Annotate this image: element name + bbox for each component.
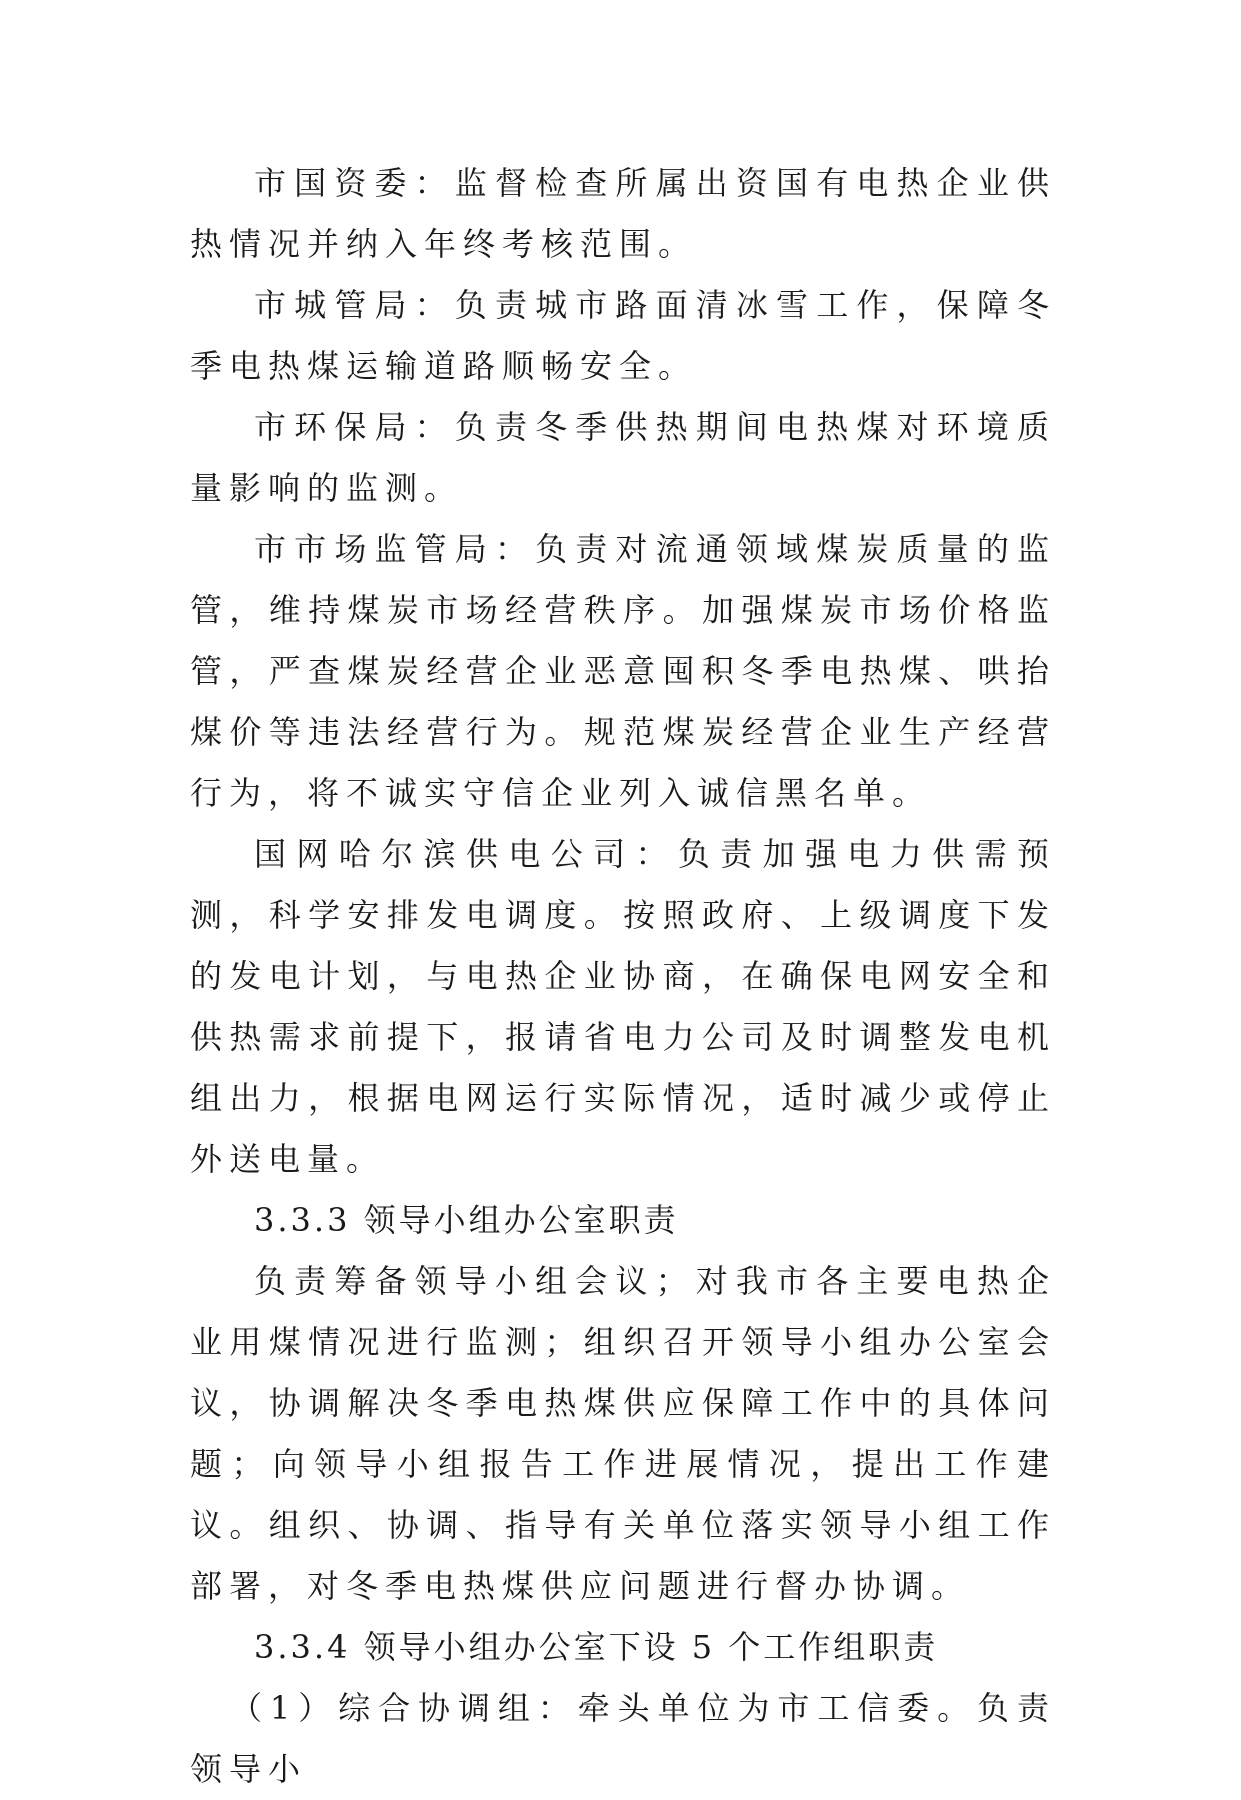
- paragraph-power-supply-company: 国网哈尔滨供电公司：负责加强电力供需预测，科学安排发电调度。按照政府、上级调度下发的发电计划，与电热企业协商，在确保电网安全和供热需求前提下，报请省电力公司及时调整发电机组出力，根据电网运行实际情况，适时减少或停止外送电量。: [190, 835, 1056, 1178]
- paragraph-market-supervision: 市市场监管局：负责对流通领域煤炭质量的监管，维持煤炭市场经营秩序。加强煤炭市场价格监管，严查煤炭经营企业恶意囤积冬季电热煤、哄抬煤价等违法经营行为。规范煤炭经营企业生产经营行为，将不诚实守信企业列入诚信黑名单。: [190, 530, 1056, 812]
- paragraph-office-duties: 负责筹备领导小组会议；对我市各主要电热企业用煤情况进行监测；组织召开领导小组办公室会议，协调解决冬季电热煤供应保障工作中的具体问题；向领导小组报告工作进展情况，提出工作建议。组织、协调、指导有关单位落实领导小组工作部署，对冬季电热煤供应问题进行督办协调。: [190, 1262, 1056, 1605]
- paragraph-environmental-protection: 市环保局：负责冬季供热期间电热煤对环境质量影响的监测。: [190, 408, 1056, 507]
- section-heading-3-3-4: 3.3.4 领导小组办公室下设 5 个工作组职责: [254, 1628, 939, 1666]
- document-body: [190, 153, 1056, 1800]
- list-item-coordination-group: （1）综合协调组：牵头单位为市工信委。负责领导小: [190, 1689, 1056, 1788]
- paragraph-urban-management: 市城管局：负责城市路面清冰雪工作，保障冬季电热煤运输道路顺畅安全。: [190, 286, 1056, 385]
- paragraph-sasac: 市国资委：监督检查所属出资国有电热企业供热情况并纳入年终考核范围。: [190, 164, 1056, 263]
- section-heading-3-3-3: 3.3.3 领导小组办公室职责: [254, 1201, 679, 1239]
